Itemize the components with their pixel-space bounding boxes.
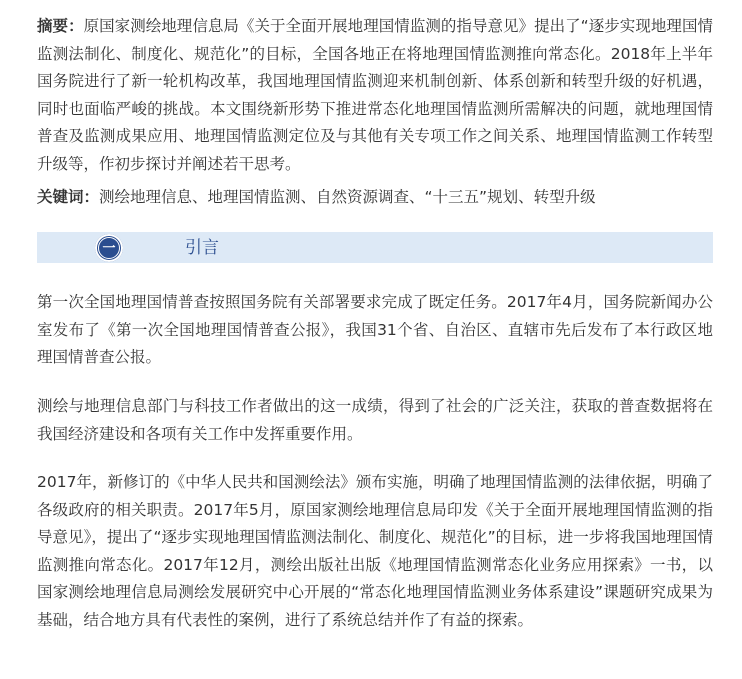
keywords-label: 关键词： [37,188,100,206]
abstract-label: 摘要： [37,17,84,35]
body-paragraph-3: 2017年，新修订的《中华人民共和国测绘法》颁布实施，明确了地理国情监测的法律依据，明确了各级政府的相关职责。2017年5月，原国家测绘地理信息局印发《关于全面开展地理国情监测的指导意见》，提出了“逐步实现地理国情监测法制化、制度化、规范化”的目标，进一步将我国地理国情监测推向常态化。2017年12月，测绘出版社出版《地理国情监测常态化业务应用探索》一书，以国家测绘地理信息局测绘发展研究中心开展的“常态化地理国情监测业务体系建设”课题研究成果为基础，结合地方具有代表性的案例，进行了系统总结并作了有益的探索。 [37,473,713,629]
keywords-paragraph [37,184,713,212]
body-paragraph-2: 测绘与地理信息部门与科技工作者做出的这一成绩，得到了社会的广泛关注，获取的普查数据将在我国经济建设和各项有关工作中发挥重要作用。 [37,397,713,443]
abstract-text: 原国家测绘地理信息局《关于全面开展地理国情监测的指导意见》提出了“逐步实现地理国情监测法制化、制度化、规范化”的目标，全国各地正在将地理国情监测推向常态化。2018年上半年国务院进行了新一轮机构改革，我国地理国情监测迎来机制创新、体系创新和转型升级的好机遇，同时也面临严峻的挑战。本文围绕新形势下推进常态化地理国情监测所需解决的问题，就地理国情普查及监测成果应用、地理国情监测定位及与其他有关专项工作之间关系、地理国情监测工作转型升级等，作初步探讨并阐述若干思考。 [37,17,713,173]
body-paragraph-1: 第一次全国地理国情普查按照国务院有关部署要求完成了既定任务。2017年4月，国务院新闻办公室发布了《第一次全国地理国情普查公报》，我国31个省、自治区、直辖市先后发布了本行政区地理国情普查公报。 [37,293,713,366]
keywords-text: 测绘地理信息、地理国情监测、自然资源调查、“十三五”规划、转型升级 [99,188,596,206]
abstract-paragraph [37,13,713,178]
section-title: 引言 [185,238,219,258]
section-header [37,232,713,263]
section-numeral: 一 [102,240,116,256]
section-number-badge-icon [95,234,123,262]
